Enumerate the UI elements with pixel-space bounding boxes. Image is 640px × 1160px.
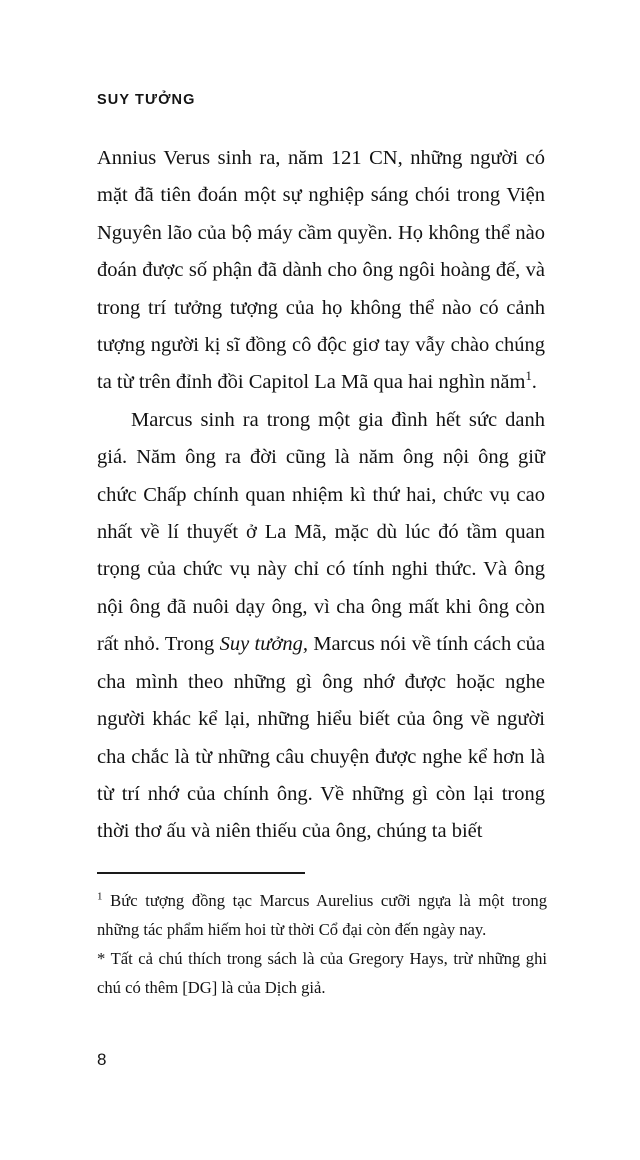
- paragraph-2-text-part-2: Marcus nói về tính cách của cha mình theo những gì ông nhớ được hoặc nghe người khác kể lại, những hiểu biết của ông về người cha chắc là từ những câu chuyện được nghe kể hơn là từ trí nhớ của chính ông. Về những gì còn lại trong thời thơ ấu và niên thiếu của ông, chúng ta biết: [97, 633, 545, 843]
- footnote-2-text: Tất cả chú thích trong sách là của Gregory Hays, trừ những ghi chú có thêm [DG] là của Dịch giả.: [97, 949, 547, 997]
- paragraph-2-text-part-1: Marcus sinh ra trong một gia đình hết sức danh giá. Năm ông ra đời cũng là năm ông nội ông giữ chức Chấp chính quan nhiệm kì thứ hai, chức vụ cao nhất về lí thuyết ở La Mã, mặc dù lúc đó tầm quan trọng của chức vụ này chỉ có tính nghi thức. Và ông nội ông đã nuôi dạy ông, vì cha ông mất khi ông còn rất nhỏ. Trong: [97, 408, 545, 656]
- body-text: [97, 140, 545, 851]
- footnote-2: [97, 944, 547, 1002]
- paragraph-1: [97, 140, 545, 402]
- page-number: 8: [97, 1050, 107, 1069]
- paragraph-1-text: Annius Verus sinh ra, năm 121 CN, những người có mặt đã tiên đoán một sự nghiệp sáng chói trong Viện Nguyên lão của bộ máy cầm quyền. Họ không thể nào đoán được số phận đã dành cho ông ngôi hoàng đế, và trong trí tưởng tượng của họ không thể nào có cảnh tượng người kị sĩ đồng cô độc giơ tay vẫy chào chúng ta từ trên đỉnh đồi Capitol La Mã qua hai nghìn năm: [97, 147, 545, 394]
- footnote-1-text: Bức tượng đồng tạc Marcus Aurelius cưỡi ngựa là một trong những tác phẩm hiếm hoi từ thời Cổ đại còn đến ngày nay.: [97, 891, 547, 939]
- book-title-italic: Suy tưởng,: [219, 633, 308, 656]
- footnote-1: [97, 886, 547, 944]
- paragraph-1-text-tail: .: [531, 371, 537, 394]
- footnotes-block: [97, 886, 547, 1002]
- paragraph-2: [97, 402, 545, 851]
- footnote-separator-rule: [97, 872, 305, 874]
- footnote-reference-1[interactable]: 1: [525, 369, 532, 384]
- footnote-1-marker: 1: [97, 890, 103, 903]
- running-head: SUY TƯỞNG: [97, 92, 196, 108]
- footnote-2-marker: *: [97, 949, 106, 968]
